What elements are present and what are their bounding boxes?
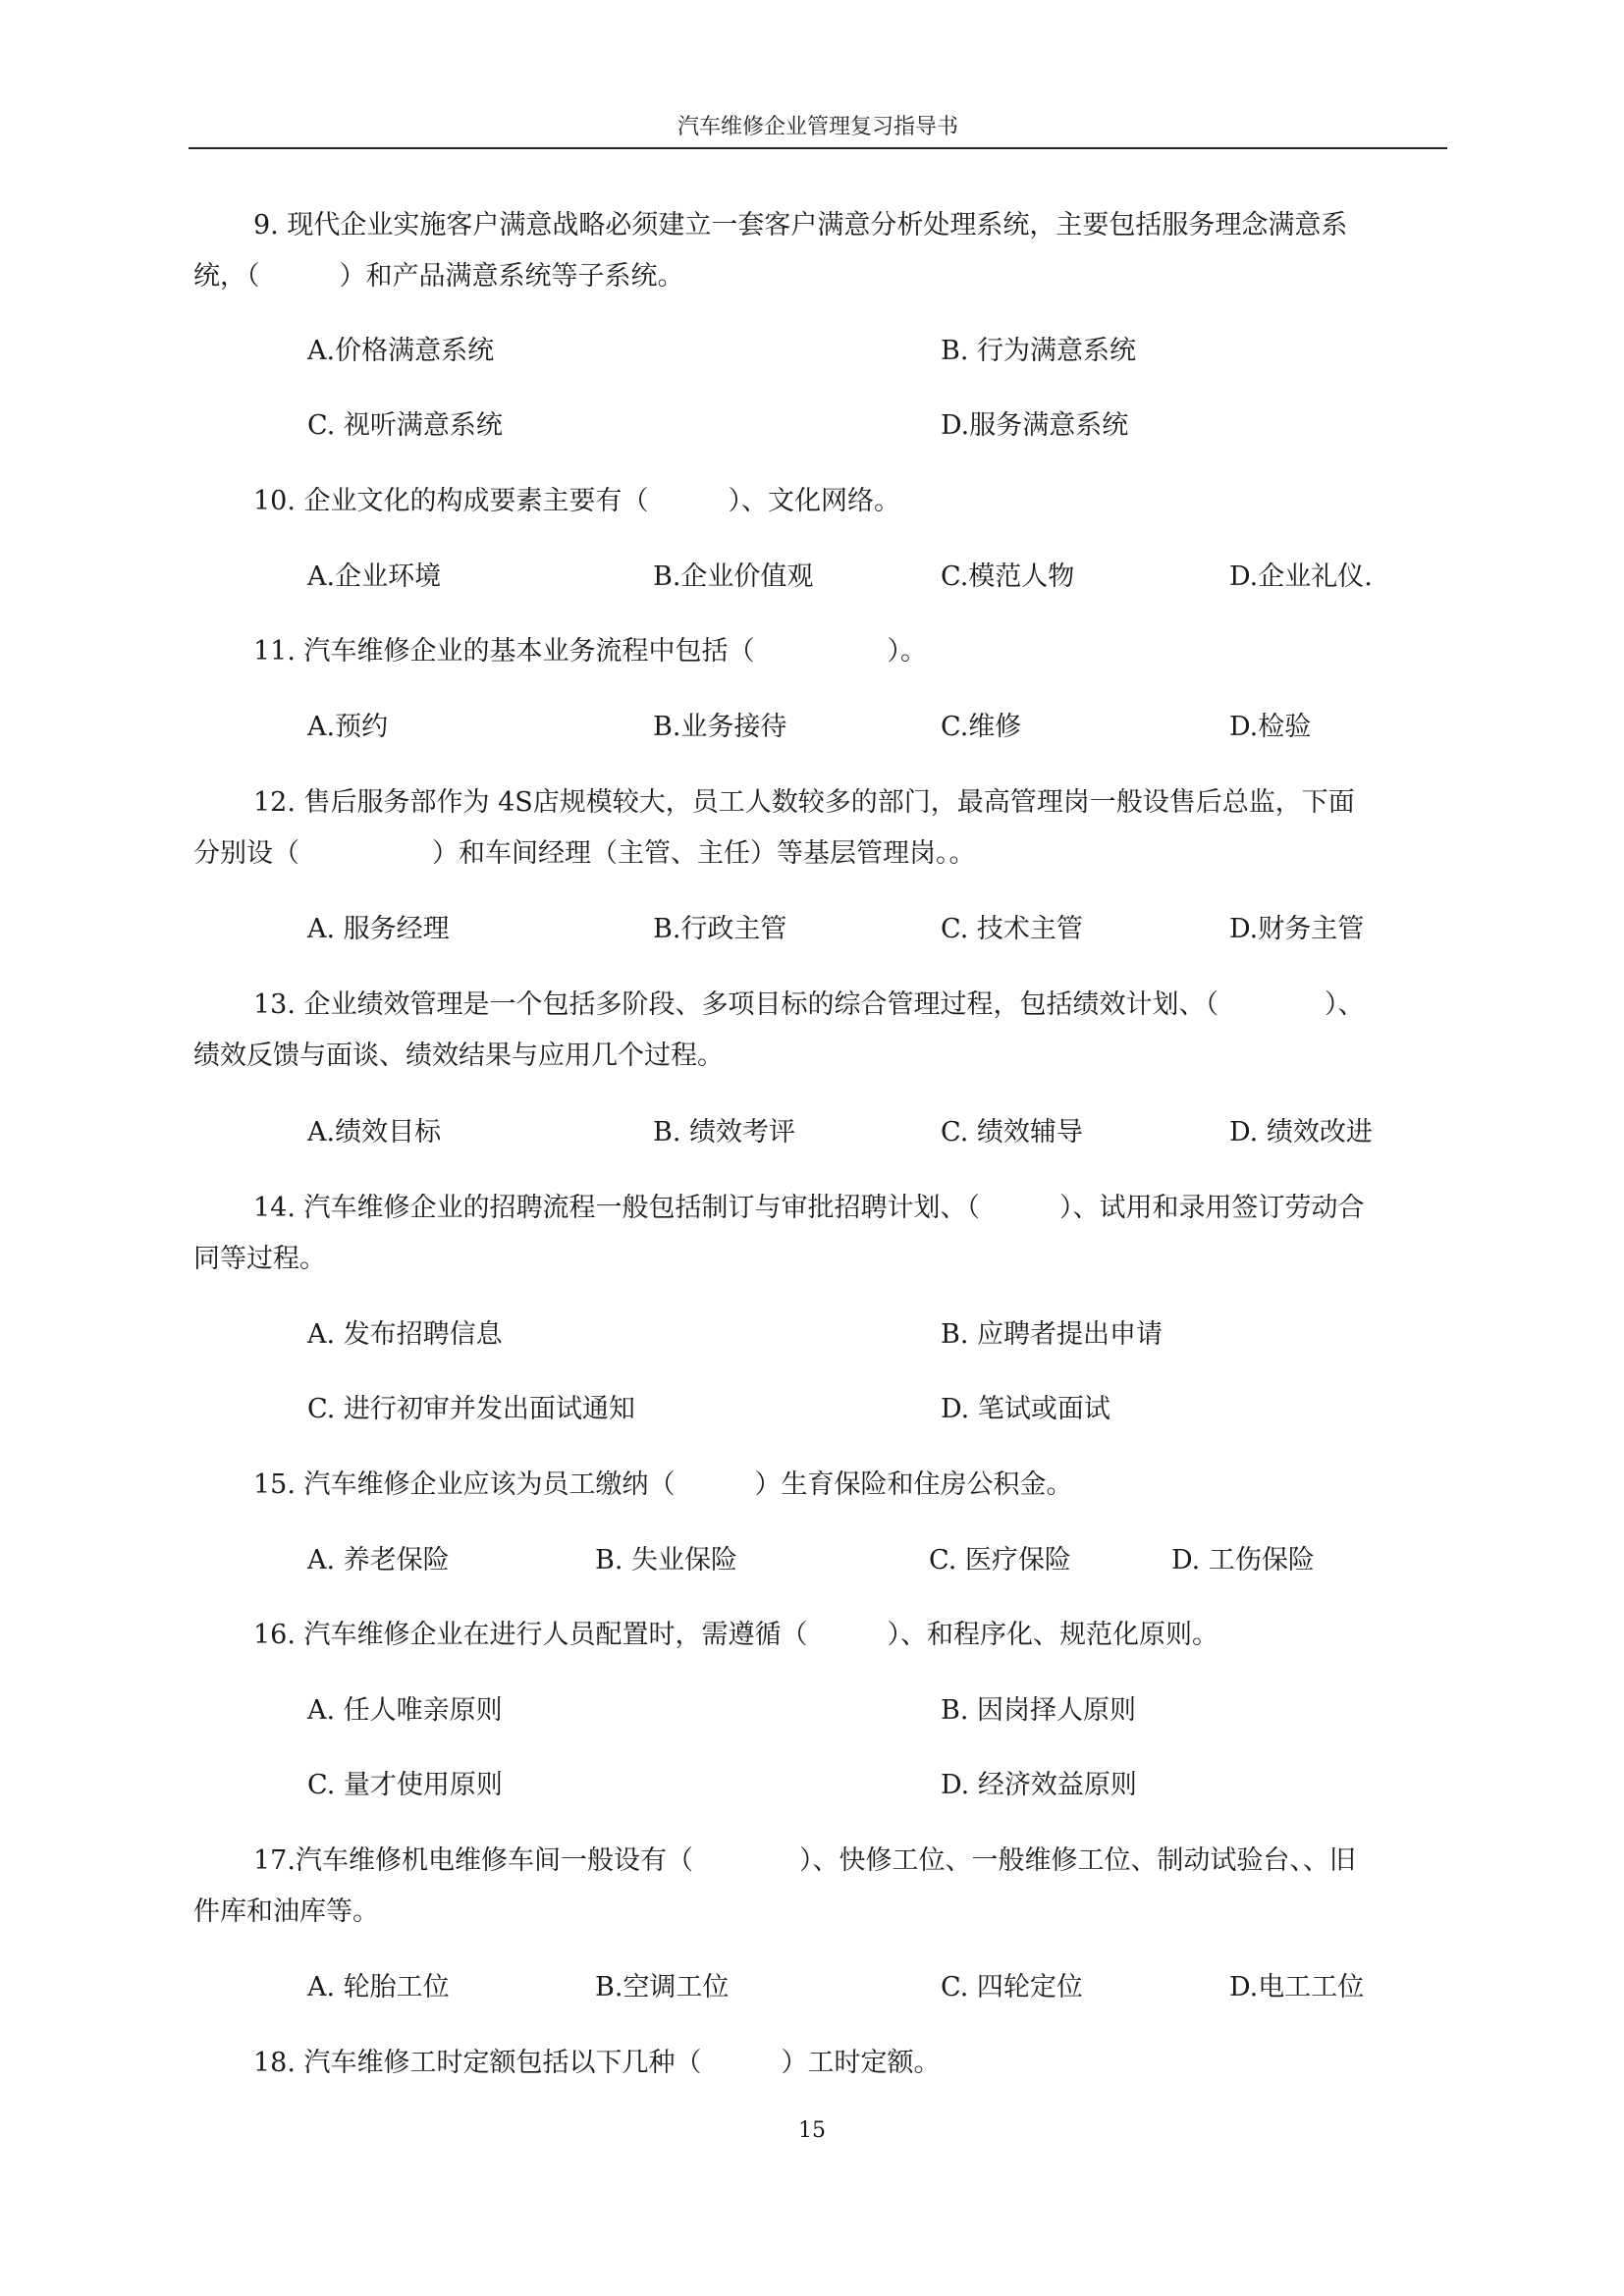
question-9-option-d: D.服务满意系统 — [941, 410, 1129, 441]
question-16-option-b: B. 因岗择人原则 — [941, 1695, 1137, 1726]
question-9-option-b: B. 行为满意系统 — [941, 336, 1137, 366]
question-10-option-b: B.企业价值观 — [653, 561, 814, 592]
running-header: 汽车维修企业管理复习指导书 — [677, 115, 958, 139]
question-14-option-b: B. 应聘者提出申请 — [941, 1319, 1164, 1350]
question-9-option-a: A.价格满意系统 — [307, 336, 495, 366]
question-16-option-c: C. 量才使用原则 — [307, 1770, 503, 1800]
question-11-stem: 11. 汽车维修企业的基本业务流程中包括（ ）。 — [253, 636, 928, 667]
question-12-option-d: D.财务主管 — [1229, 914, 1365, 944]
question-17-option-b: B.空调工位 — [595, 1972, 730, 2002]
question-10-option-c: C.模范人物 — [941, 561, 1075, 592]
question-9-option-c: C. 视听满意系统 — [307, 410, 503, 441]
page-number: 15 — [798, 2118, 826, 2143]
question-16-stem: 16. 汽车维修企业在进行人员配置时，需遵循（ ）、和程序化、规范化原则。 — [253, 1620, 1219, 1650]
question-17-option-d: D.电工工位 — [1229, 1972, 1365, 2002]
question-12-option-b: B.行政主管 — [653, 914, 787, 944]
question-11-option-d: D.检验 — [1229, 712, 1312, 742]
question-15-option-a: A. 养老保险 — [307, 1545, 450, 1575]
question-15-option-c: C. 医疗保险 — [929, 1545, 1071, 1575]
question-12-stem-cont: 分别设（ ）和车间经理（主管、主任）等基层管理岗。。 — [193, 838, 976, 869]
question-10-option-a: A.企业环境 — [307, 561, 442, 592]
question-14-stem-cont: 同等过程。 — [193, 1244, 326, 1274]
question-13-stem-cont: 绩效反馈与面谈、绩效结果与应用几个过程。 — [193, 1041, 724, 1071]
question-11-option-b: B.业务接待 — [653, 712, 787, 742]
question-15-stem: 15. 汽车维修企业应该为员工缴纳（ ）生育保险和住房公积金。 — [253, 1469, 1073, 1500]
question-14-option-a: A. 发布招聘信息 — [307, 1319, 503, 1350]
question-14-stem: 14. 汽车维修企业的招聘流程一般包括制订与审批招聘计划、（ ）、试用和录用签订劳动合 — [253, 1193, 1365, 1223]
question-18-stem: 18. 汽车维修工时定额包括以下几种（ ）工时定额。 — [253, 2048, 941, 2078]
question-12-option-c: C. 技术主管 — [941, 914, 1083, 944]
question-10-option-d: D.企业礼仪. — [1229, 561, 1373, 592]
question-13-option-b: B. 绩效考评 — [653, 1117, 796, 1148]
question-10-stem: 10. 企业文化的构成要素主要有（ ）、文化网络。 — [253, 486, 901, 516]
question-11-option-c: C.维修 — [941, 712, 1022, 742]
question-12-option-a: A. 服务经理 — [307, 914, 450, 944]
header-rule — [189, 147, 1447, 149]
question-16-option-a: A. 任人唯亲原则 — [307, 1695, 503, 1726]
question-17-stem-cont: 件库和油库等。 — [193, 1896, 379, 1927]
question-13-stem: 13. 企业绩效管理是一个包括多阶段、多项目标的综合管理过程，包括绩效计划、（ ）、 — [253, 989, 1365, 1020]
question-17-stem: 17.汽车维修机电维修车间一般设有（ ）、快修工位、一般维修工位、制动试验台、、旧 — [253, 1845, 1356, 1876]
question-14-option-d: D. 笔试或面试 — [941, 1394, 1110, 1424]
question-13-option-c: C. 绩效辅导 — [941, 1117, 1083, 1148]
question-15-option-b: B. 失业保险 — [595, 1545, 738, 1575]
question-17-option-a: A. 轮胎工位 — [307, 1972, 450, 2002]
question-17-option-c: C. 四轮定位 — [941, 1972, 1083, 2002]
question-12-stem: 12. 售后服务部作为 4S店规模较大，员工人数较多的部门，最高管理岗一般设售后总监，下面 — [253, 787, 1355, 818]
question-15-option-d: D. 工伤保险 — [1171, 1545, 1315, 1575]
question-14-option-c: C. 进行初审并发出面试通知 — [307, 1394, 635, 1424]
question-13-option-d: D. 绩效改进 — [1229, 1117, 1373, 1148]
question-9-stem-cont: 统，（ ）和产品满意系统等子系统。 — [193, 261, 684, 292]
question-11-option-a: A.预约 — [307, 712, 389, 742]
question-13-option-a: A.绩效目标 — [307, 1117, 442, 1148]
question-9-stem: 9. 现代企业实施客户满意战略必须建立一套客户满意分析处理系统，主要包括服务理念满意系 — [253, 210, 1348, 240]
question-16-option-d: D. 经济效益原则 — [941, 1770, 1137, 1800]
